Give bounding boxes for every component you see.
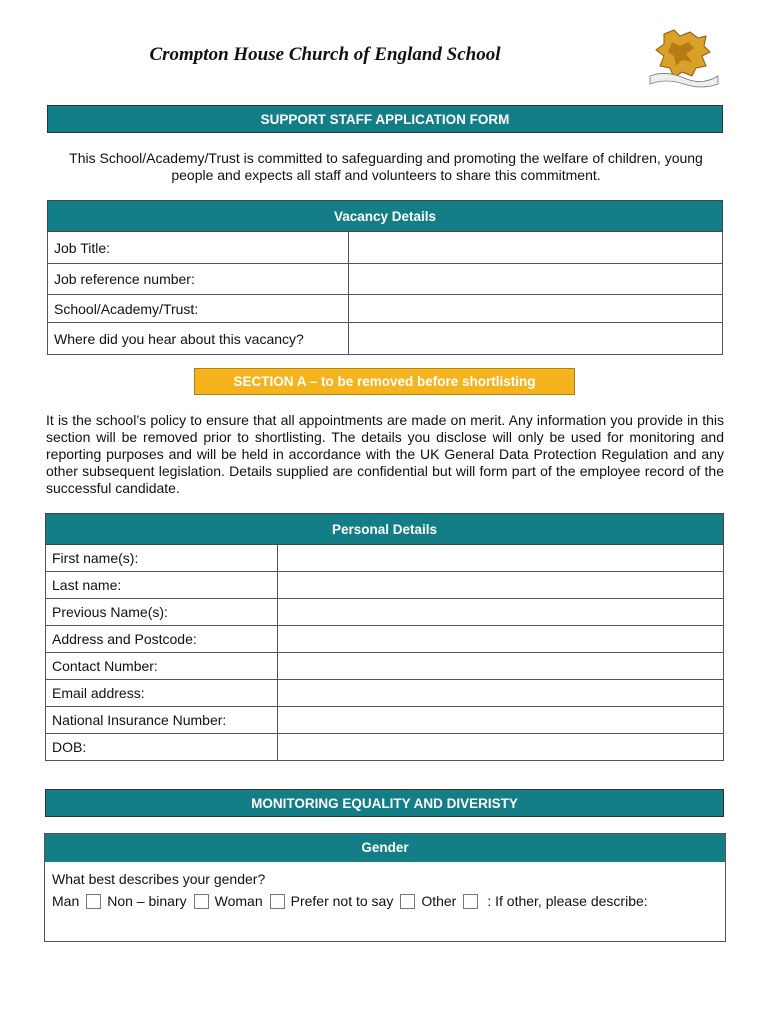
field-label: Address and Postcode: [46, 626, 278, 653]
vacancy-details-table [47, 200, 723, 355]
address-postcode-input[interactable] [278, 626, 724, 653]
policy-statement: It is the school’s policy to ensure that all appointments are made on merit. Any information you provide in this section will be removed prior to shortlisting. The details you disclose will only be used for monitoring and reporting purposes and will be held in accordance with the UK General Data Protection Regulation and any other subsequent legislation. Details supplied are confidential but will form part of the employee record of the successful candidate. [46, 412, 724, 496]
monitoring-equality-banner: MONITORING EQUALITY AND DIVERISTY [45, 789, 724, 817]
checkbox-woman[interactable] [270, 894, 285, 909]
school-academy-trust-input[interactable] [349, 295, 723, 323]
checkbox-man[interactable] [86, 894, 101, 909]
personal-details-heading: Personal Details [46, 514, 724, 545]
field-label: Last name: [46, 572, 278, 599]
field-label: Contact Number: [46, 653, 278, 680]
gender-heading: Gender [45, 834, 725, 862]
first-name-input[interactable] [278, 545, 724, 572]
vacancy-source-input[interactable] [349, 323, 723, 355]
school-crest-logo [646, 26, 722, 90]
other-describe-label: : If other, please describe: [487, 893, 648, 909]
school-name: Crompton House Church of England School [149, 44, 501, 65]
section-a-banner: SECTION A – to be removed before shortlisting [194, 368, 575, 395]
field-label: National Insurance Number: [46, 707, 278, 734]
last-name-input[interactable] [278, 572, 724, 599]
email-address-input[interactable] [278, 680, 724, 707]
vacancy-details-heading: Vacancy Details [48, 201, 723, 232]
gender-section [44, 833, 726, 942]
field-label: Job reference number: [48, 264, 349, 295]
field-label: Job Title: [48, 232, 349, 264]
option-label-other: Other [421, 893, 457, 909]
personal-details-table [45, 513, 724, 761]
option-label-man: Man [52, 893, 80, 909]
contact-number-input[interactable] [278, 653, 724, 680]
form-title-banner: SUPPORT STAFF APPLICATION FORM [47, 105, 723, 133]
option-label-woman: Woman [214, 893, 263, 909]
previous-names-input[interactable] [278, 599, 724, 626]
field-label: First name(s): [46, 545, 278, 572]
option-label-prefer-not-to-say: Prefer not to say [290, 893, 394, 909]
national-insurance-input[interactable] [278, 707, 724, 734]
field-label: School/Academy/Trust: [48, 295, 349, 323]
field-label: Where did you hear about this vacancy? [48, 323, 349, 355]
option-label-non-binary: Non – binary [107, 893, 187, 909]
job-title-input[interactable] [349, 232, 723, 264]
safeguarding-statement: This School/Academy/Trust is committed to safeguarding and promoting the welfare of children, young people and expects all staff and volunteers to share this commitment. [69, 150, 703, 183]
gender-question: What best describes your gender? [52, 871, 266, 887]
checkbox-prefer-not-to-say[interactable] [400, 894, 415, 909]
job-reference-input[interactable] [349, 264, 723, 295]
gender-options [52, 893, 648, 909]
dob-input[interactable] [278, 734, 724, 761]
checkbox-other[interactable] [463, 894, 478, 909]
field-label: DOB: [46, 734, 278, 761]
field-label: Email address: [46, 680, 278, 707]
field-label: Previous Name(s): [46, 599, 278, 626]
checkbox-non-binary[interactable] [194, 894, 209, 909]
